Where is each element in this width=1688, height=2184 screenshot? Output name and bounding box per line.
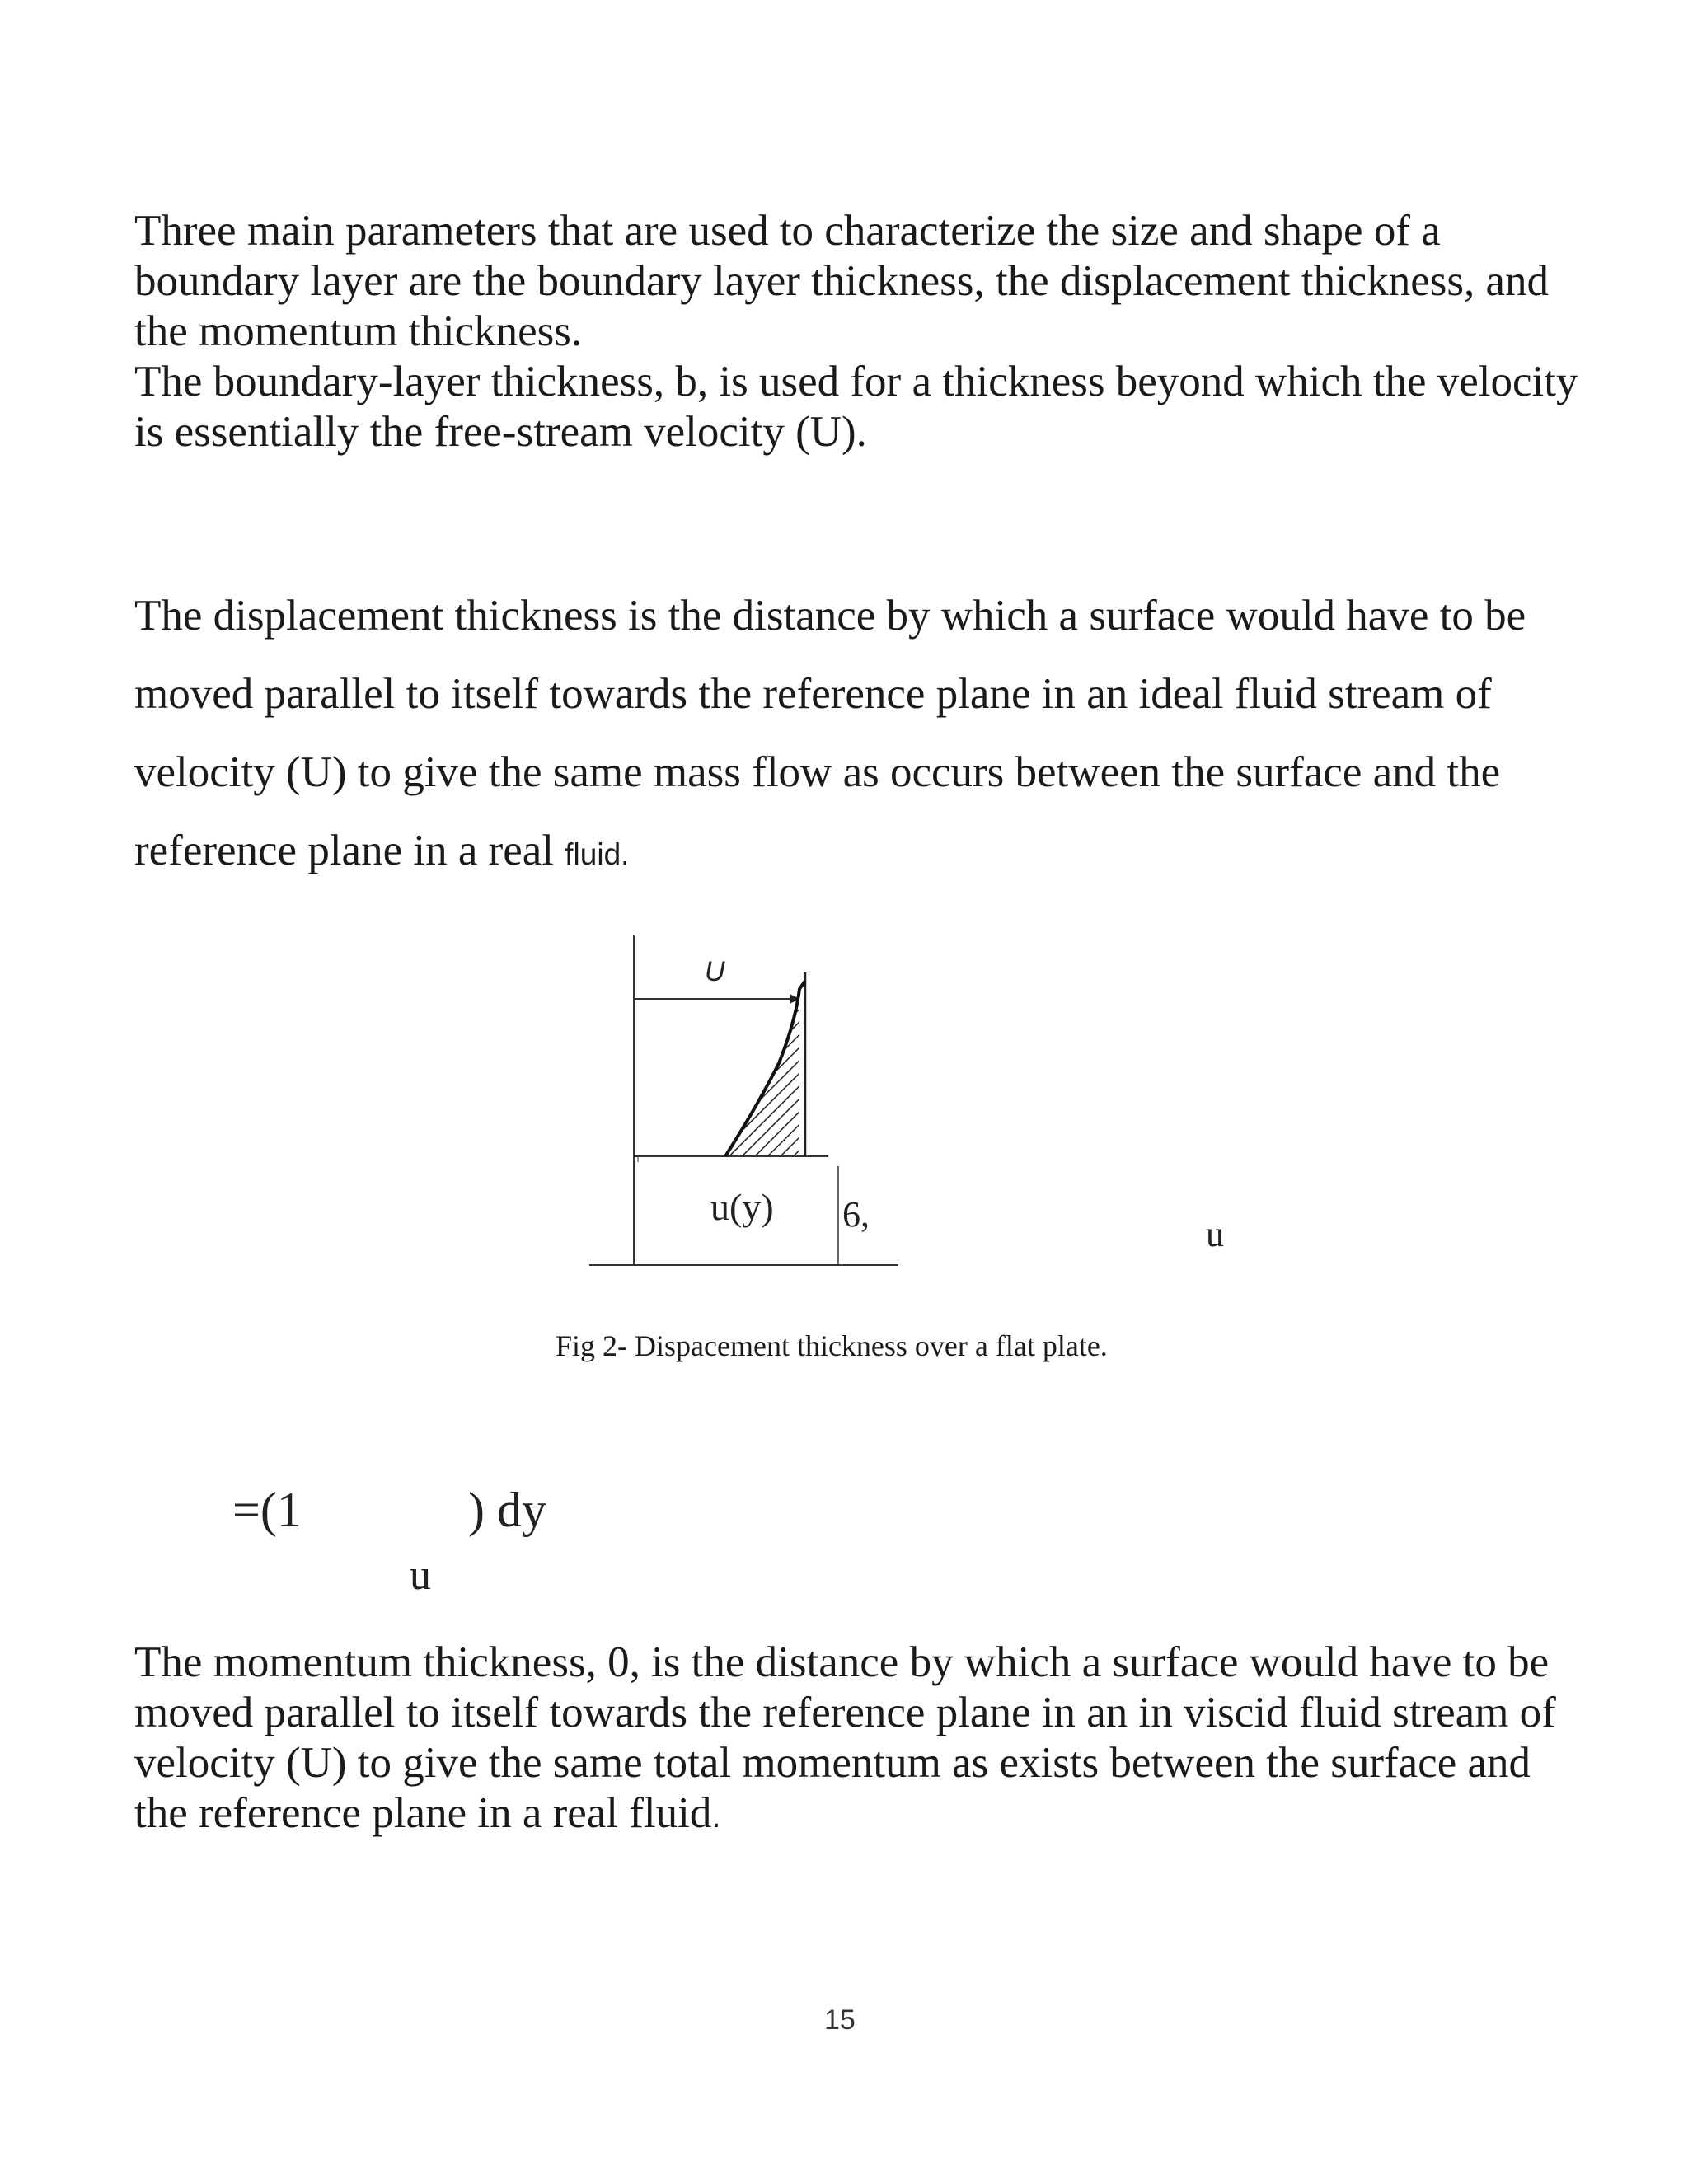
paragraph-text: The momentum thickness, 0, is the distance by which a surface would have to be moved parallel to itself towards the reference plane in an in viscid fluid stream of velocity (U) to give the same total momentum as exists between the surface and the reference plane in a real fluid (134, 1638, 1556, 1837)
label-displacement-thickness: 6, (842, 1194, 870, 1235)
figure-caption: Fig 2- Dispacement thickness over a flat plate. (556, 1329, 1108, 1362)
equation-left: =(1 (232, 1483, 302, 1537)
paragraph-tail: fluid. (565, 837, 630, 871)
displacement-thickness-figure (577, 923, 907, 1269)
equation-denominator: u (410, 1552, 431, 1599)
paragraph-text: The displacement thickness is the distance by which a surface would have to be moved parallel to itself towards the reference plane in an ideal fluid stream of velocity (U) to give the same mass flow as occurs between the surface and the reference plane in a real (134, 592, 1526, 874)
label-velocity-profile: u(y) (710, 1186, 774, 1228)
equation-right: ) dy (468, 1483, 546, 1537)
label-freestream-velocity: U (705, 956, 725, 987)
paragraph-tail: . (711, 1798, 721, 1835)
page-number: 15 (824, 2004, 856, 2036)
stray-label-u: u (1206, 1214, 1224, 1254)
paragraph-boundary-layer-parameters (134, 206, 1585, 457)
paragraph-text-boundary-layer-thickness: The boundary-layer thickness, b, is used for a thickness beyond which the velocity is essentially the free-stream velocity (U). (134, 358, 1578, 456)
paragraph-momentum-thickness (134, 1638, 1585, 1842)
paragraph-text: Three main parameters that are used to characterize the size and shape of a boundary layer are the boundary layer thickness, the displacement thickness, and the momentum thickness. (134, 207, 1550, 355)
paragraph-displacement-thickness (134, 577, 1585, 893)
